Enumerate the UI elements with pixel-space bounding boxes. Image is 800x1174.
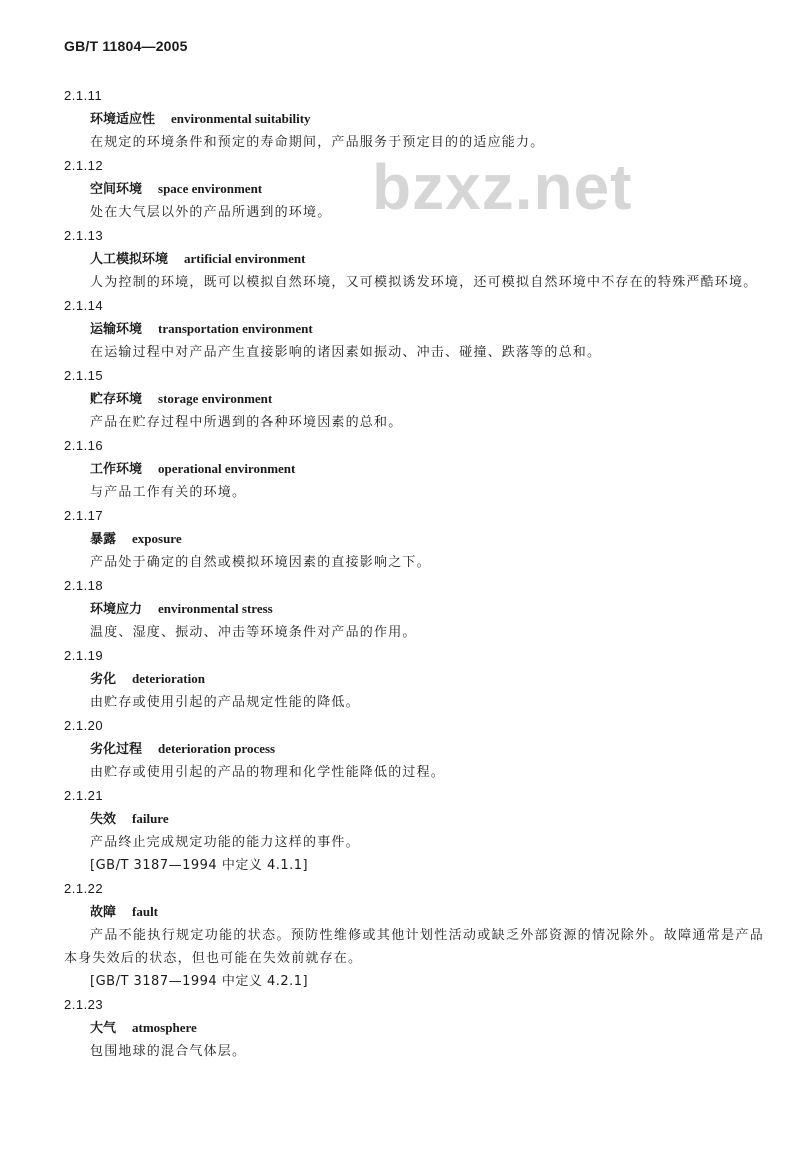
term-english: deterioration process bbox=[158, 741, 276, 756]
term-definition: 由贮存或使用引起的产品规定性能的降低。 bbox=[90, 695, 360, 710]
term-english: exposure bbox=[132, 531, 182, 546]
clause-number: 2.1.12 bbox=[64, 158, 104, 173]
term-chinese: 劣化 bbox=[90, 672, 117, 687]
term-chinese: 环境应力 bbox=[90, 602, 143, 617]
term-entry bbox=[64, 434, 764, 504]
term-reference: [GB/T 3187—1994 中定义 4.2.1] bbox=[90, 974, 309, 989]
term-heading bbox=[64, 597, 764, 621]
term-english: atmosphere bbox=[132, 1020, 197, 1035]
term-heading bbox=[64, 807, 764, 831]
term-english: artificial environment bbox=[184, 251, 306, 266]
term-heading bbox=[64, 387, 764, 411]
term-entry bbox=[64, 877, 764, 993]
term-chinese: 环境适应性 bbox=[90, 112, 156, 127]
term-chinese: 运输环境 bbox=[90, 322, 143, 337]
term-heading bbox=[64, 247, 764, 271]
clause-number: 2.1.13 bbox=[64, 228, 104, 243]
term-entry bbox=[64, 504, 764, 574]
term-definition: 人为控制的环境，既可以模拟自然环境，又可模拟诱发环境，还可模拟自然环境中不存在的特殊严酷环境。 bbox=[90, 275, 758, 290]
term-definition: 与产品工作有关的环境。 bbox=[90, 485, 247, 500]
term-entry bbox=[64, 84, 764, 154]
term-heading bbox=[64, 527, 764, 551]
term-english: transportation environment bbox=[158, 321, 313, 336]
term-english: failure bbox=[132, 811, 169, 826]
clause-number: 2.1.15 bbox=[64, 368, 104, 383]
term-english: deterioration bbox=[132, 671, 205, 686]
term-entry bbox=[64, 154, 764, 224]
clause-number: 2.1.16 bbox=[64, 438, 104, 453]
term-definition: 产品处于确定的自然或模拟环境因素的直接影响之下。 bbox=[90, 555, 431, 570]
term-chinese: 贮存环境 bbox=[90, 392, 143, 407]
term-definition: 温度、湿度、振动、冲击等环境条件对产品的作用。 bbox=[90, 625, 417, 640]
term-definition: 在运输过程中对产品产生直接影响的诸因素如振动、冲击、碰撞、跌落等的总和。 bbox=[90, 345, 602, 360]
document-header: GB/T 11804—2005 bbox=[64, 38, 188, 54]
term-entry bbox=[64, 294, 764, 364]
term-english: storage environment bbox=[158, 391, 273, 406]
term-entry bbox=[64, 784, 764, 877]
term-entry bbox=[64, 574, 764, 644]
clause-number: 2.1.11 bbox=[64, 88, 103, 103]
term-heading bbox=[64, 457, 764, 481]
term-definition: 产品不能执行规定功能的状态。预防性维修或其他计划性活动或缺乏外部资源的情况除外。故障通常是产品本身失效后的状态，但也可能在失效前就存在。 bbox=[64, 928, 764, 966]
term-english: space environment bbox=[158, 181, 263, 196]
term-reference: [GB/T 3187—1994 中定义 4.1.1] bbox=[90, 858, 309, 873]
term-heading bbox=[64, 900, 764, 924]
term-english: environmental stress bbox=[158, 601, 273, 616]
clause-number: 2.1.23 bbox=[64, 997, 104, 1012]
term-chinese: 劣化过程 bbox=[90, 742, 143, 757]
term-definition: 由贮存或使用引起的产品的物理和化学性能降低的过程。 bbox=[90, 765, 446, 780]
clause-number: 2.1.19 bbox=[64, 648, 104, 663]
term-definition: 产品终止完成规定功能的能力这样的事件。 bbox=[90, 835, 360, 850]
term-english: operational environment bbox=[158, 461, 296, 476]
clause-number: 2.1.17 bbox=[64, 508, 104, 523]
term-heading bbox=[64, 737, 764, 761]
term-chinese: 大气 bbox=[90, 1021, 117, 1036]
term-chinese: 暴露 bbox=[90, 532, 117, 547]
term-heading bbox=[64, 177, 764, 201]
term-chinese: 人工模拟环境 bbox=[90, 252, 169, 267]
term-list bbox=[64, 84, 764, 1063]
term-english: fault bbox=[132, 904, 159, 919]
term-chinese: 工作环境 bbox=[90, 462, 143, 477]
term-entry bbox=[64, 364, 764, 434]
term-chinese: 失效 bbox=[90, 812, 117, 827]
term-entry bbox=[64, 714, 764, 784]
term-entry bbox=[64, 993, 764, 1063]
clause-number: 2.1.18 bbox=[64, 578, 104, 593]
term-chinese: 故障 bbox=[90, 905, 117, 920]
term-entry bbox=[64, 224, 764, 294]
term-heading bbox=[64, 107, 764, 131]
term-definition: 处在大气层以外的产品所遇到的环境。 bbox=[90, 205, 332, 220]
clause-number: 2.1.22 bbox=[64, 881, 104, 896]
term-heading bbox=[64, 1016, 764, 1040]
term-definition: 在规定的环境条件和预定的寿命期间，产品服务于预定目的的适应能力。 bbox=[90, 135, 545, 150]
term-chinese: 空间环境 bbox=[90, 182, 143, 197]
term-heading bbox=[64, 317, 764, 341]
term-heading bbox=[64, 667, 764, 691]
term-english: environmental suitability bbox=[171, 111, 311, 126]
clause-number: 2.1.14 bbox=[64, 298, 104, 313]
clause-number: 2.1.21 bbox=[64, 788, 104, 803]
term-entry bbox=[64, 644, 764, 714]
term-definition: 产品在贮存过程中所遇到的各种环境因素的总和。 bbox=[90, 415, 403, 430]
term-definition: 包围地球的混合气体层。 bbox=[90, 1044, 247, 1059]
watermark: bzxz.net bbox=[372, 151, 633, 223]
clause-number: 2.1.20 bbox=[64, 718, 104, 733]
